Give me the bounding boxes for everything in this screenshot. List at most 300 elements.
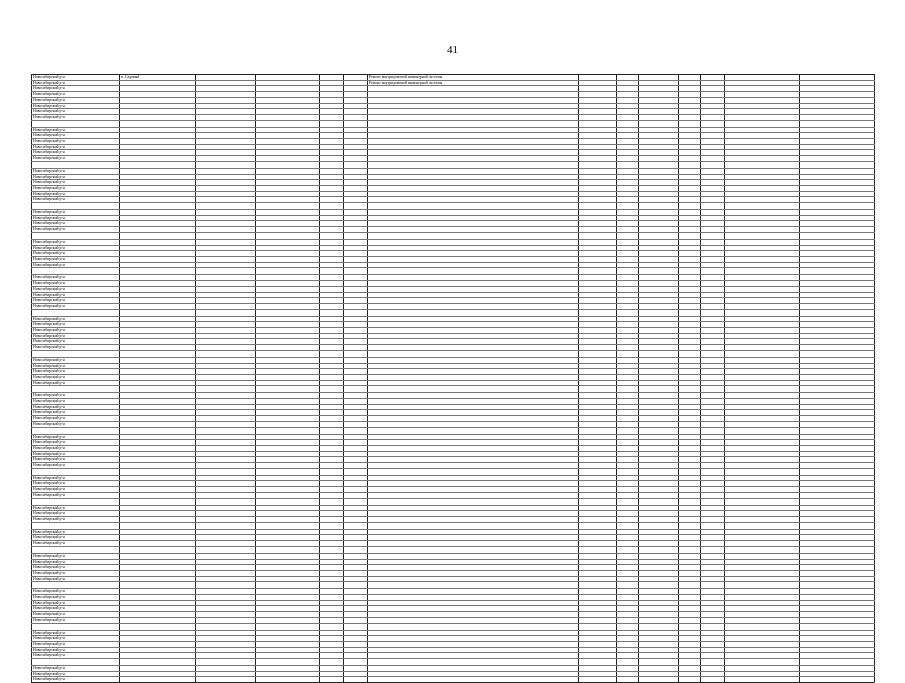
- spacer-cell: [639, 522, 679, 529]
- spacer-cell: [196, 203, 256, 210]
- spacer-cell: [725, 161, 800, 168]
- spacer-row: [32, 623, 875, 630]
- cell-district: Новосибирский р-н: [32, 180, 120, 186]
- cell-work-type: Ремонт внутридомовой инженерной системы: [368, 80, 579, 86]
- spacer-cell: [320, 268, 344, 275]
- cell-district: Новосибирский р-н: [32, 399, 120, 405]
- cell-district: Новосибирский р-н: [32, 316, 120, 322]
- cell-district: Новосибирский р-н: [32, 666, 120, 672]
- spacer-cell: [32, 309, 120, 316]
- cell-district: Новосибирский р-н: [32, 492, 120, 498]
- cell-district: Новосибирский р-н: [32, 150, 120, 156]
- spacer-cell: [679, 350, 701, 357]
- spacer-cell: [579, 659, 617, 666]
- cell-district: Новосибирский р-н: [32, 281, 120, 287]
- spacer-cell: [196, 161, 256, 168]
- cell-district: Новосибирский р-н: [32, 541, 120, 547]
- spacer-cell: [725, 623, 800, 630]
- spacer-cell: [639, 498, 679, 505]
- cell-district: Новосибирский р-н: [32, 570, 120, 576]
- spacer-cell: [800, 120, 875, 127]
- spacer-cell: [617, 546, 639, 553]
- spacer-cell: [701, 203, 725, 210]
- spacer-cell: [256, 582, 320, 589]
- spacer-cell: [725, 309, 800, 316]
- spacer-cell: [256, 268, 320, 275]
- spacer-cell: [800, 427, 875, 434]
- spacer-cell: [256, 161, 320, 168]
- spacer-cell: [256, 623, 320, 630]
- spacer-row: [32, 659, 875, 666]
- spacer-cell: [701, 161, 725, 168]
- spacer-cell: [256, 386, 320, 393]
- cell-district: Новосибирский р-н: [32, 559, 120, 565]
- spacer-cell: [579, 468, 617, 475]
- spacer-cell: [256, 468, 320, 475]
- spacer-cell: [344, 350, 368, 357]
- cell-district: Новосибирский р-н: [32, 535, 120, 541]
- spacer-cell: [344, 232, 368, 239]
- spacer-row: [32, 203, 875, 210]
- spacer-cell: [344, 623, 368, 630]
- spacer-cell: [320, 498, 344, 505]
- cell-district: Новосибирский р-н: [32, 227, 120, 233]
- spacer-cell: [320, 120, 344, 127]
- spacer-cell: [617, 522, 639, 529]
- cell-district: Новосибирский р-н: [32, 292, 120, 298]
- spacer-cell: [344, 546, 368, 553]
- spacer-cell: [579, 232, 617, 239]
- spacer-cell: [32, 468, 120, 475]
- cell-district: Новосибирский р-н: [32, 215, 120, 221]
- spacer-cell: [196, 582, 256, 589]
- spacer-cell: [32, 582, 120, 589]
- spacer-cell: [32, 232, 120, 239]
- spacer-row: [32, 232, 875, 239]
- cell-district: Новосибирский р-н: [32, 576, 120, 582]
- cell-district: Новосибирский р-н: [32, 286, 120, 292]
- spacer-cell: [579, 623, 617, 630]
- spacer-cell: [368, 522, 579, 529]
- table-body: [32, 75, 875, 683]
- spacer-cell: [679, 498, 701, 505]
- spacer-cell: [120, 232, 196, 239]
- spacer-cell: [679, 161, 701, 168]
- spacer-cell: [679, 232, 701, 239]
- spacer-row: [32, 546, 875, 553]
- spacer-cell: [639, 309, 679, 316]
- spacer-cell: [32, 268, 120, 275]
- spacer-cell: [32, 161, 120, 168]
- spacer-cell: [701, 468, 725, 475]
- cell-district: Новосибирский р-н: [32, 133, 120, 139]
- spacer-cell: [617, 232, 639, 239]
- cell-district: Новосибирский р-н: [32, 80, 120, 86]
- spacer-cell: [639, 546, 679, 553]
- spacer-cell: [679, 120, 701, 127]
- spacer-cell: [800, 546, 875, 553]
- cell-district: Новосибирский р-н: [32, 440, 120, 446]
- spacer-cell: [579, 203, 617, 210]
- spacer-cell: [639, 427, 679, 434]
- spacer-cell: [320, 350, 344, 357]
- cell-district: Новосибирский р-н: [32, 380, 120, 386]
- spacer-cell: [617, 659, 639, 666]
- spacer-cell: [701, 498, 725, 505]
- spacer-cell: [579, 522, 617, 529]
- spacer-cell: [120, 546, 196, 553]
- spacer-cell: [800, 386, 875, 393]
- spacer-cell: [679, 468, 701, 475]
- spacer-row: [32, 582, 875, 589]
- spacer-cell: [800, 468, 875, 475]
- spacer-cell: [120, 522, 196, 529]
- spacer-cell: [344, 659, 368, 666]
- page-number: 41: [447, 44, 458, 56]
- spacer-cell: [320, 161, 344, 168]
- spacer-cell: [725, 120, 800, 127]
- spacer-cell: [679, 522, 701, 529]
- cell-district: Новосибирский р-н: [32, 421, 120, 427]
- spacer-cell: [120, 468, 196, 475]
- spacer-cell: [679, 623, 701, 630]
- spacer-cell: [368, 120, 579, 127]
- cell-district: Новосибирский р-н: [32, 612, 120, 618]
- cell-district: Новосибирский р-н: [32, 617, 120, 623]
- spacer-cell: [344, 468, 368, 475]
- spacer-cell: [701, 522, 725, 529]
- spacer-cell: [32, 120, 120, 127]
- spacer-cell: [800, 498, 875, 505]
- spacer-cell: [701, 232, 725, 239]
- cell-district: Новосибирский р-н: [32, 174, 120, 180]
- cell-district: Новосибирский р-н: [32, 103, 120, 109]
- spacer-cell: [617, 386, 639, 393]
- spacer-cell: [579, 386, 617, 393]
- spacer-cell: [725, 498, 800, 505]
- spacer-cell: [617, 268, 639, 275]
- spacer-row: [32, 427, 875, 434]
- spacer-cell: [679, 659, 701, 666]
- spacer-cell: [701, 120, 725, 127]
- spacer-cell: [120, 659, 196, 666]
- spacer-cell: [679, 427, 701, 434]
- spacer-cell: [320, 203, 344, 210]
- spacer-row: [32, 468, 875, 475]
- spacer-cell: [679, 268, 701, 275]
- spacer-cell: [639, 120, 679, 127]
- spacer-cell: [679, 386, 701, 393]
- spacer-cell: [344, 522, 368, 529]
- spacer-cell: [196, 468, 256, 475]
- spacer-row: [32, 522, 875, 529]
- cell-district: Новосибирский р-н: [32, 275, 120, 281]
- spacer-cell: [32, 659, 120, 666]
- spacer-cell: [120, 350, 196, 357]
- cell-district: Новосибирский р-н: [32, 92, 120, 98]
- spacer-cell: [320, 309, 344, 316]
- spacer-cell: [800, 203, 875, 210]
- spacer-cell: [725, 350, 800, 357]
- cell-district: Новосибирский р-н: [32, 589, 120, 595]
- cell-district: Новосибирский р-н: [32, 251, 120, 257]
- spacer-cell: [368, 582, 579, 589]
- spacer-cell: [256, 522, 320, 529]
- spacer-cell: [120, 268, 196, 275]
- spacer-row: [32, 268, 875, 275]
- spacer-cell: [639, 623, 679, 630]
- spacer-cell: [368, 161, 579, 168]
- spacer-cell: [32, 427, 120, 434]
- cell-district: Новосибирский р-н: [32, 647, 120, 653]
- cell-district: Новосибирский р-н: [32, 345, 120, 351]
- cell-district: Новосибирский р-н: [32, 303, 120, 309]
- cell-district: Новосибирский р-н: [32, 197, 120, 203]
- cell-district: Новосибирский р-н: [32, 333, 120, 339]
- cell-district: Новосибирский р-н: [32, 671, 120, 677]
- cell-settlement: п. Садовый: [120, 75, 196, 81]
- cell-district: Новосибирский р-н: [32, 393, 120, 399]
- spacer-cell: [579, 161, 617, 168]
- cell-district: Новосибирский р-н: [32, 606, 120, 612]
- cell-district: Новосибирский р-н: [32, 463, 120, 469]
- spacer-cell: [800, 582, 875, 589]
- spacer-cell: [368, 468, 579, 475]
- spacer-cell: [368, 203, 579, 210]
- cell-district: Новосибирский р-н: [32, 600, 120, 606]
- spacer-cell: [579, 498, 617, 505]
- spacer-cell: [701, 623, 725, 630]
- spacer-cell: [320, 623, 344, 630]
- spacer-cell: [32, 546, 120, 553]
- cell-district: Новосибирский р-н: [32, 239, 120, 245]
- cell-district: Новосибирский р-н: [32, 511, 120, 517]
- spacer-cell: [800, 522, 875, 529]
- spacer-cell: [320, 468, 344, 475]
- spacer-cell: [344, 161, 368, 168]
- spacer-cell: [617, 623, 639, 630]
- spacer-cell: [344, 386, 368, 393]
- spacer-cell: [344, 268, 368, 275]
- cell-district: Новосибирский р-н: [32, 641, 120, 647]
- spacer-cell: [196, 623, 256, 630]
- cell-district: Новосибирский р-н: [32, 404, 120, 410]
- spacer-cell: [579, 309, 617, 316]
- cell-district: Новосибирский р-н: [32, 410, 120, 416]
- spacer-cell: [256, 427, 320, 434]
- spacer-cell: [256, 659, 320, 666]
- spacer-cell: [617, 161, 639, 168]
- spacer-cell: [320, 386, 344, 393]
- spacer-cell: [368, 623, 579, 630]
- spacer-cell: [368, 386, 579, 393]
- spacer-cell: [639, 232, 679, 239]
- cell-district: Новосибирский р-н: [32, 636, 120, 642]
- spacer-cell: [196, 232, 256, 239]
- spacer-cell: [344, 427, 368, 434]
- cell-district: Новосибирский р-н: [32, 168, 120, 174]
- spacer-cell: [701, 386, 725, 393]
- cell-district: Новосибирский р-н: [32, 114, 120, 120]
- spacer-cell: [725, 232, 800, 239]
- cell-district: Новосибирский р-н: [32, 553, 120, 559]
- spacer-cell: [32, 498, 120, 505]
- repair-program-table-wrapper: [31, 74, 874, 683]
- spacer-cell: [196, 659, 256, 666]
- cell-district: Новосибирский р-н: [32, 97, 120, 103]
- cell-district: Новосибирский р-н: [32, 374, 120, 380]
- spacer-cell: [679, 203, 701, 210]
- spacer-cell: [617, 203, 639, 210]
- cell-district: Новосибирский р-н: [32, 369, 120, 375]
- spacer-cell: [120, 161, 196, 168]
- cell-district: Новосибирский р-н: [32, 191, 120, 197]
- spacer-cell: [725, 268, 800, 275]
- spacer-cell: [725, 386, 800, 393]
- cell-district: Новосибирский р-н: [32, 322, 120, 328]
- cell-district: Новосибирский р-н: [32, 86, 120, 92]
- spacer-cell: [368, 546, 579, 553]
- cell-district: Новосибирский р-н: [32, 156, 120, 162]
- cell-work-type: Ремонт внутридомовой инженерной системы: [368, 75, 579, 81]
- spacer-cell: [120, 203, 196, 210]
- spacer-cell: [679, 546, 701, 553]
- spacer-cell: [196, 309, 256, 316]
- spacer-cell: [800, 350, 875, 357]
- spacer-cell: [579, 582, 617, 589]
- spacer-cell: [320, 546, 344, 553]
- spacer-cell: [344, 309, 368, 316]
- repair-program-table: [31, 74, 875, 683]
- spacer-cell: [639, 268, 679, 275]
- spacer-cell: [617, 350, 639, 357]
- spacer-cell: [120, 309, 196, 316]
- spacer-cell: [701, 350, 725, 357]
- spacer-cell: [256, 546, 320, 553]
- spacer-cell: [725, 203, 800, 210]
- spacer-cell: [725, 659, 800, 666]
- spacer-cell: [196, 546, 256, 553]
- spacer-cell: [800, 659, 875, 666]
- cell-district: Новосибирский р-н: [32, 127, 120, 133]
- spacer-cell: [725, 522, 800, 529]
- spacer-cell: [196, 268, 256, 275]
- spacer-cell: [579, 350, 617, 357]
- spacer-row: [32, 309, 875, 316]
- spacer-cell: [368, 232, 579, 239]
- spacer-cell: [800, 623, 875, 630]
- spacer-cell: [196, 498, 256, 505]
- cell-district: Новосибирский р-н: [32, 630, 120, 636]
- cell-district: Новосибирский р-н: [32, 517, 120, 523]
- spacer-cell: [196, 350, 256, 357]
- spacer-cell: [639, 161, 679, 168]
- spacer-cell: [368, 427, 579, 434]
- spacer-cell: [320, 232, 344, 239]
- cell-district: Новосибирский р-н: [32, 75, 120, 81]
- spacer-cell: [368, 498, 579, 505]
- spacer-cell: [120, 386, 196, 393]
- spacer-cell: [196, 522, 256, 529]
- spacer-cell: [725, 546, 800, 553]
- cell-district: Новосибирский р-н: [32, 256, 120, 262]
- cell-district: Новосибирский р-н: [32, 445, 120, 451]
- spacer-cell: [639, 659, 679, 666]
- spacer-cell: [701, 427, 725, 434]
- spacer-cell: [320, 427, 344, 434]
- spacer-cell: [120, 498, 196, 505]
- cell-district: Новосибирский р-н: [32, 434, 120, 440]
- spacer-cell: [579, 546, 617, 553]
- spacer-cell: [679, 309, 701, 316]
- spacer-cell: [617, 468, 639, 475]
- spacer-cell: [32, 203, 120, 210]
- spacer-cell: [639, 386, 679, 393]
- cell-district: Новосибирский р-н: [32, 565, 120, 571]
- spacer-cell: [701, 659, 725, 666]
- cell-district: Новосибирский р-н: [32, 529, 120, 535]
- spacer-cell: [617, 309, 639, 316]
- cell-district: Новосибирский р-н: [32, 339, 120, 345]
- spacer-cell: [320, 659, 344, 666]
- spacer-row: [32, 386, 875, 393]
- spacer-cell: [344, 120, 368, 127]
- spacer-cell: [344, 203, 368, 210]
- cell-district: Новосибирский р-н: [32, 451, 120, 457]
- spacer-cell: [725, 468, 800, 475]
- cell-district: Новосибирский р-н: [32, 185, 120, 191]
- spacer-cell: [639, 468, 679, 475]
- cell-district: Новосибирский р-н: [32, 363, 120, 369]
- spacer-cell: [368, 309, 579, 316]
- cell-district: Новосибирский р-н: [32, 505, 120, 511]
- cell-district: Новосибирский р-н: [32, 357, 120, 363]
- spacer-row: [32, 120, 875, 127]
- spacer-cell: [579, 427, 617, 434]
- spacer-cell: [725, 582, 800, 589]
- spacer-row: [32, 350, 875, 357]
- spacer-cell: [639, 350, 679, 357]
- cell-district: Новосибирский р-н: [32, 328, 120, 334]
- spacer-cell: [368, 268, 579, 275]
- spacer-cell: [256, 498, 320, 505]
- spacer-cell: [701, 546, 725, 553]
- spacer-cell: [256, 309, 320, 316]
- spacer-cell: [320, 522, 344, 529]
- spacer-cell: [800, 309, 875, 316]
- spacer-cell: [368, 350, 579, 357]
- cell-district: Новосибирский р-н: [32, 139, 120, 145]
- cell-district: Новосибирский р-н: [32, 109, 120, 115]
- cell-district: Новосибирский р-н: [32, 221, 120, 227]
- spacer-cell: [320, 582, 344, 589]
- cell-district: Новосибирский р-н: [32, 481, 120, 487]
- spacer-cell: [32, 522, 120, 529]
- spacer-cell: [256, 350, 320, 357]
- cell-district: Новосибирский р-н: [32, 262, 120, 268]
- spacer-cell: [32, 350, 120, 357]
- spacer-cell: [639, 582, 679, 589]
- spacer-cell: [800, 232, 875, 239]
- cell-district: Новосибирский р-н: [32, 487, 120, 493]
- cell-district: Новосибирский р-н: [32, 595, 120, 601]
- spacer-cell: [344, 582, 368, 589]
- spacer-row: [32, 161, 875, 168]
- spacer-cell: [679, 582, 701, 589]
- spacer-cell: [120, 623, 196, 630]
- cell-district: Новосибирский р-н: [32, 210, 120, 216]
- spacer-cell: [617, 498, 639, 505]
